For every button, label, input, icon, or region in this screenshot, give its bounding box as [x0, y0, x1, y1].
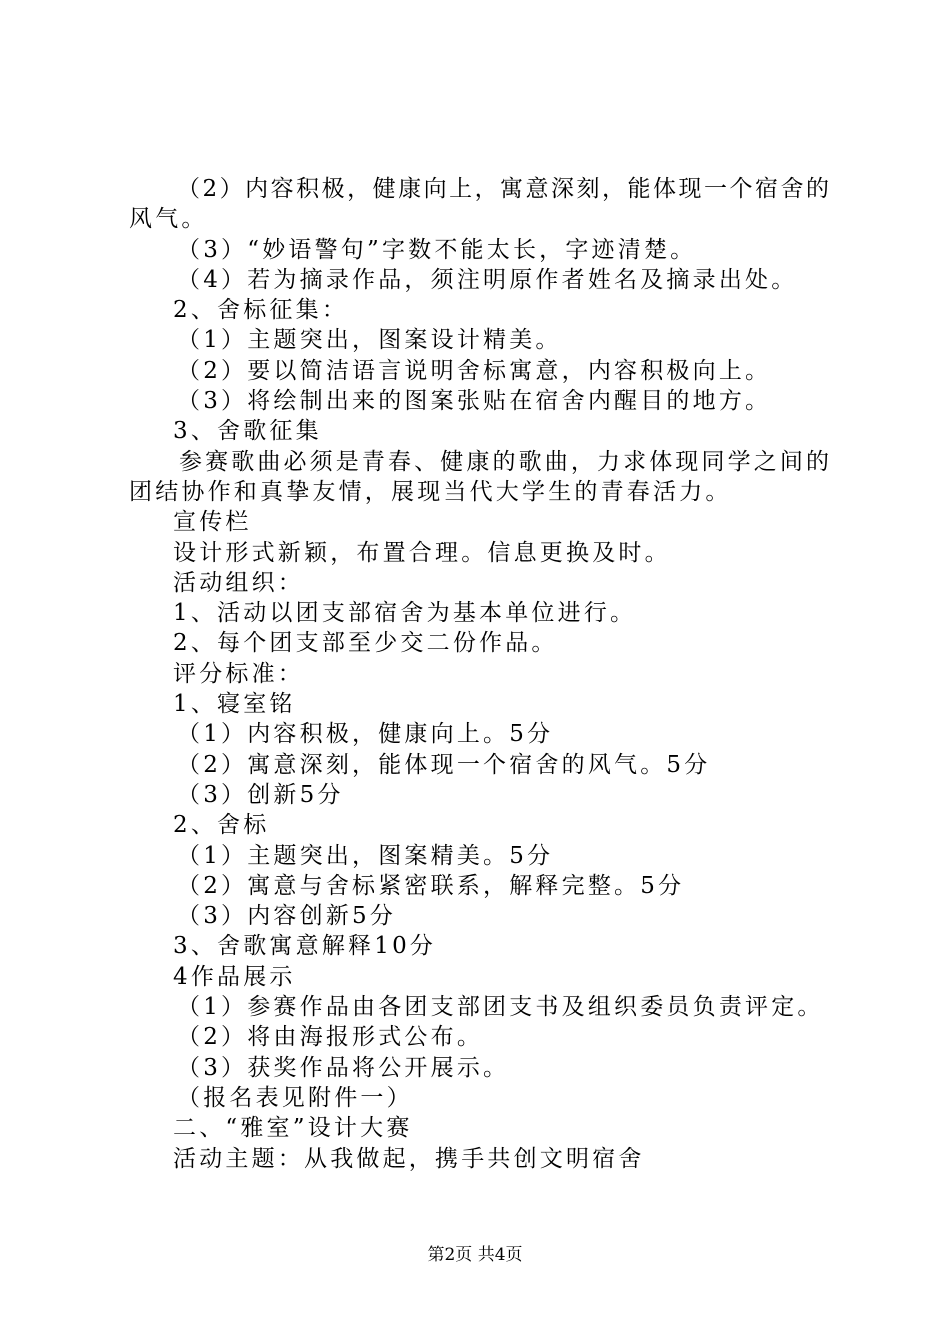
paragraph-line: （1）内容积极，健康向上。5分 [177, 721, 554, 748]
page-footer [0, 1244, 950, 1266]
section-heading: 活动组织： [173, 569, 304, 596]
paragraph-line: （3）“妙语警句”字数不能太长，字迹清楚。 [177, 236, 697, 263]
document-body [129, 174, 829, 1174]
paragraph-line: （3）创新5分 [177, 781, 344, 808]
paragraph-line: （2）内容积极，健康向上，寓意深刻，能体现一个宿舍的 [177, 176, 829, 202]
section-heading: 1、寝室铭 [173, 691, 296, 718]
paragraph-line: 风气。 [129, 206, 208, 233]
paragraph-line: （3）内容创新5分 [177, 903, 397, 930]
paragraph-line: （2）寓意与舍标紧密联系，解释完整。5分 [177, 872, 685, 899]
section-heading: 3、舍歌寓意解释10分 [173, 933, 437, 960]
section-heading: 2、舍标征集： [173, 297, 349, 324]
paragraph-line: （4）若为摘录作品，须注明原作者姓名及摘录出处。 [177, 266, 798, 293]
paragraph-line: （2）将由海报形式公布。 [177, 1024, 484, 1051]
paragraph-line: 参赛歌曲必须是青春、健康的歌曲，力求体现同学之间的 [179, 448, 829, 475]
section-heading: 宣传栏 [173, 509, 252, 536]
paragraph-line: 2、每个团支部至少交二份作品。 [173, 630, 558, 657]
paragraph-line: 设计形式新颖，布置合理。信息更换及时。 [173, 539, 671, 566]
section-heading: 4作品展示 [173, 963, 296, 990]
section-heading: 2、舍标 [173, 812, 270, 839]
paragraph-line: （报名表见附件一） [177, 1084, 413, 1111]
paragraph-line: （3）将绘制出来的图案张贴在宿舍内醒目的地方。 [177, 388, 772, 415]
paragraph-line: 活动主题：从我做起，携手共创文明宿舍 [173, 1145, 645, 1172]
paragraph-line: （1）主题突出，图案设计精美。 [177, 327, 562, 354]
section-heading: 评分标准： [173, 660, 304, 687]
paragraph-line: （2）要以简洁语言说明舍标寓意，内容积极向上。 [177, 357, 772, 384]
page-number-label: 第2页 共4页 [427, 1245, 523, 1265]
paragraph-line: （1）参赛作品由各团支部团支书及组织委员负责评定。 [177, 994, 824, 1021]
paragraph-line: （2）寓意深刻，能体现一个宿舍的风气。5分 [177, 751, 711, 778]
paragraph-line: （1）主题突出，图案精美。5分 [177, 842, 554, 869]
paragraph-line: 1、活动以团支部宿舍为基本单位进行。 [173, 600, 637, 627]
section-heading: 二、“雅室”设计大赛 [173, 1115, 413, 1142]
section-heading: 3、舍歌征集 [173, 418, 322, 445]
paragraph-line: （3）获奖作品将公开展示。 [177, 1054, 510, 1081]
paragraph-line: 团结协作和真挚友情，展现当代大学生的青春活力。 [129, 478, 732, 505]
